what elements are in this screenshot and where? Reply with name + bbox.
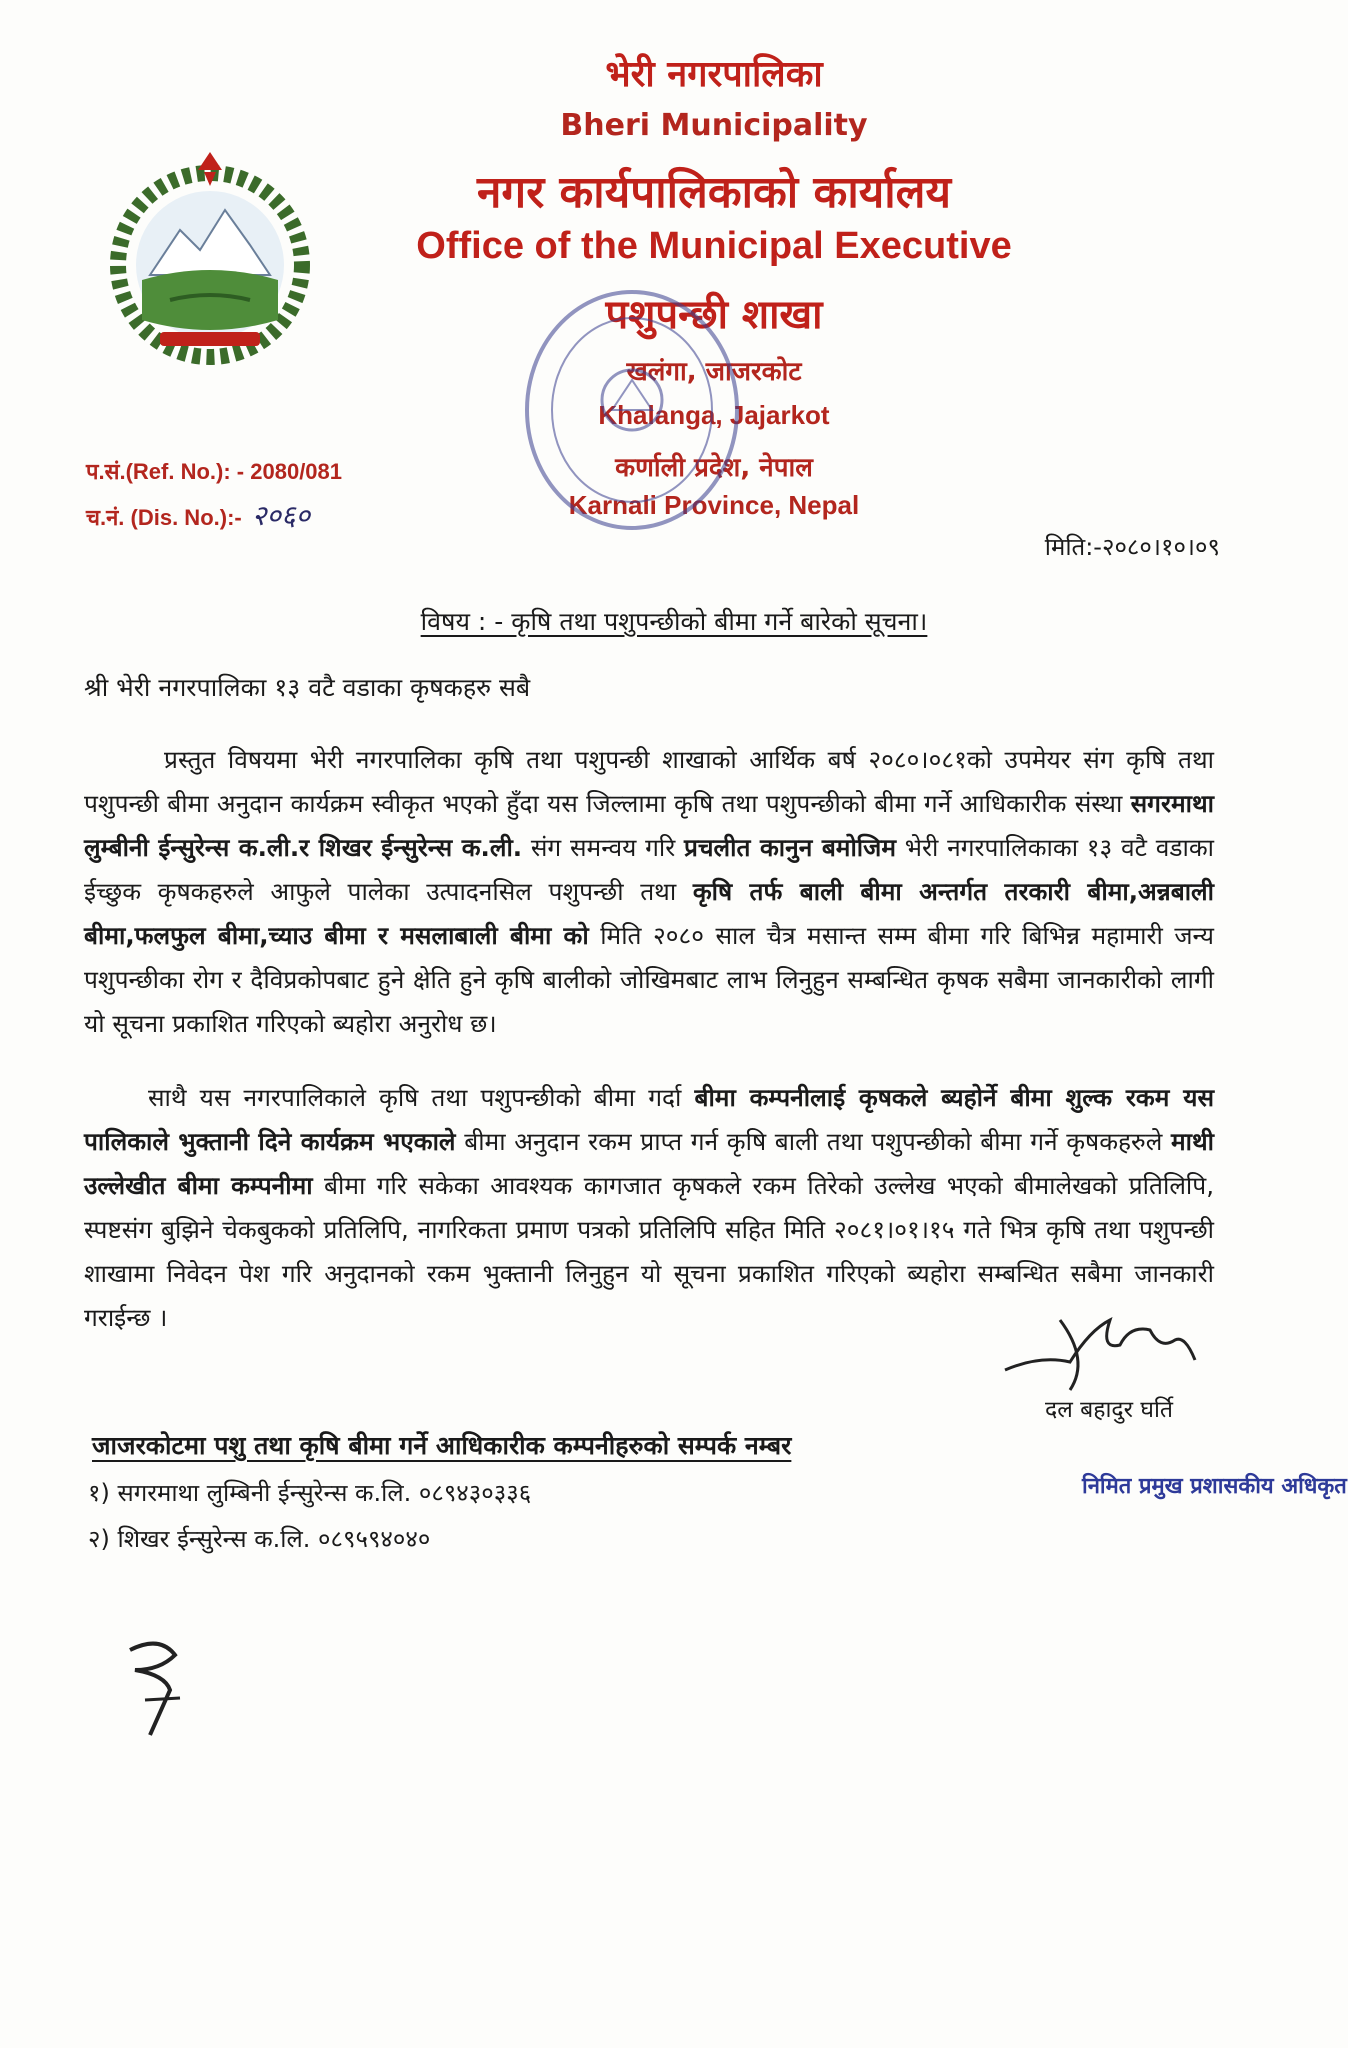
contact-item: २) शिखर ईन्सुरेन्स क.लि. ०८९५९४०४० [88,1525,431,1553]
dispatch-label: च.नं. (Dis. No.):- [86,505,242,530]
paragraph-1-text-1: प्रस्तुत विषयमा भेरी नगरपालिका कृषि तथा पशुपन्छी शाखाको आर्थिक बर्ष २०८०।०८१को उपमेयर संग कृषि तथा पशुपन्छी बीमा अनुदान कार्यक्रम स्वीकृत भएको हुँदा यस जिल्लामा कृषि तथा पशुपन्छीको बीमा गर्ने आधिकारीक संस्था [84,745,1214,818]
paragraph-1-text-3: भेरी नगरपालिकाका १३ वटै वडाका ईच्छुक कृषकहरुले आफुले पालेका उत्पादनसिल पशुपन्छी तथा [84,833,1214,906]
address-english: Khalanga, Jajarkot [598,400,830,430]
paragraph-1-bold-1: सगरमाथा लुम्बीनी ईन्सुरेन्स क.ली.र शिखर ईन्सुरेन्स क.ली. [84,789,1214,862]
handwritten-initial-icon [120,1630,200,1740]
municipality-name-nepali: भेरी नगरपालिका [605,54,823,95]
province-english: Karnali Province, Nepal [568,490,860,520]
province-nepali: कर्णाली प्रदेश, नेपाल [615,453,813,483]
paragraph-2-bold-2: माथी उल्लेखीत बीमा कम्पनीमा [84,1127,1214,1200]
reference-number [86,456,342,486]
paragraph-2-bold-1: बीमा कम्पनीलाई कृषकले ब्यहोर्ने बीमा शुल्क रकम यस पालिकाले भुक्तानी दिने कार्यक्रम भएकाले [84,1083,1215,1156]
dispatch-value: २०६० [251,499,311,532]
paragraph-1-bold-2: प्रचलीत कानुन बमोजिम [684,833,896,862]
paragraph-2-text-3: बीमा गरि सकेका आवश्यक कागजात कृषकले रकम तिरेको उल्लेख भएको बीमालेखको प्रतिलिपि, स्पष्टसंग बुझिने चेकबुकको प्रतिलिपि, नागरिकता प्रमाण पत्रको प्रतिलिपि सहित मिति २०८१।०१।१५ गते भित्र कृषि तथा पशुपन्छी शाखामा निवेदन पेश गरि अनुदानको रकम भुक्तानी लिनुहुन यो सूचना प्रकाशित गरिएको ब्यहोरा सम्बन्धित सबैमा जानकारी गराईन्छ । [84,1171,1214,1332]
notice-subject: विषय : - कृषि तथा पशुपन्छीको बीमा गर्ने बारेको सूचना। [420,607,928,636]
office-stamp-icon [512,280,752,540]
contact-item: १) सगरमाथा लुम्बिनी ईन्सुरेन्स क.लि. ०८९४३०३३६ [88,1479,532,1507]
addressee: श्री भेरी नगरपालिका १३ वटै वडाका कृषकहरु सबै [84,673,531,702]
handwritten-signature-icon [1000,1300,1200,1400]
office-name-nepali: नगर कार्यपालिकाको कार्यालय [477,167,951,218]
address-nepali: खलंगा, जाजरकोट [626,357,802,387]
branch-name: पशुपन्छी शाखा [605,292,823,338]
municipality-name-english: Bheri Municipality [560,108,868,143]
notice-date: मिति:-२०८०।१०।०९ [1044,533,1220,561]
reference-label: प.सं.(Ref. No.): - [86,459,245,484]
body-paragraph-1 [84,738,1214,1046]
signatory-title: निमित प्रमुख प्रशासकीय अधिकृत [1082,1474,1347,1499]
reference-value: 2080/081 [250,459,343,484]
paragraph-1-text-2: संग समन्वय गरि [530,833,676,862]
signatory-name: दल बहादुर घर्ति [1045,1397,1174,1423]
dispatch-number [86,496,310,534]
paragraph-1-text-4: मिति २०८० साल चैत्र मसान्त सम्म बीमा गरि बिभिन्न महामारी जन्य पशुपन्छीका रोग र दैविप्रकोपबाट हुने क्षेति हुने कृषि बालीको जोखिमबाट लाभ लिनुहुन सम्बन्धित कृषक सबैमा जानकारीको लागी यो सूचना प्रकाशित गरिएको ब्यहोरा अनुरोध छ। [84,921,1214,1038]
office-name-english: Office of the Municipal Executive [416,225,1012,267]
paragraph-1-bold-3: कृषि तर्फ बाली बीमा अन्तर्गत तरकारी बीमा,अन्नबाली बीमा,फलफुल बीमा,च्याउ बीमा र मसलाबाली बीमा को [84,877,1214,950]
paragraph-2-text-1: साथै यस नगरपालिकाले कृषि तथा पशुपन्छीको बीमा गर्दा [148,1083,682,1112]
contacts-heading: जाजरकोटमा पशु तथा कृषि बीमा गर्ने आधिकारीक कम्पनीहरुको सम्पर्क नम्बर [92,1431,792,1460]
paragraph-2-text-2: बीमा अनुदान रकम प्राप्त गर्न कृषि बाली तथा पशुपन्छीको बीमा गर्ने कृषकहरुले [464,1127,1163,1156]
